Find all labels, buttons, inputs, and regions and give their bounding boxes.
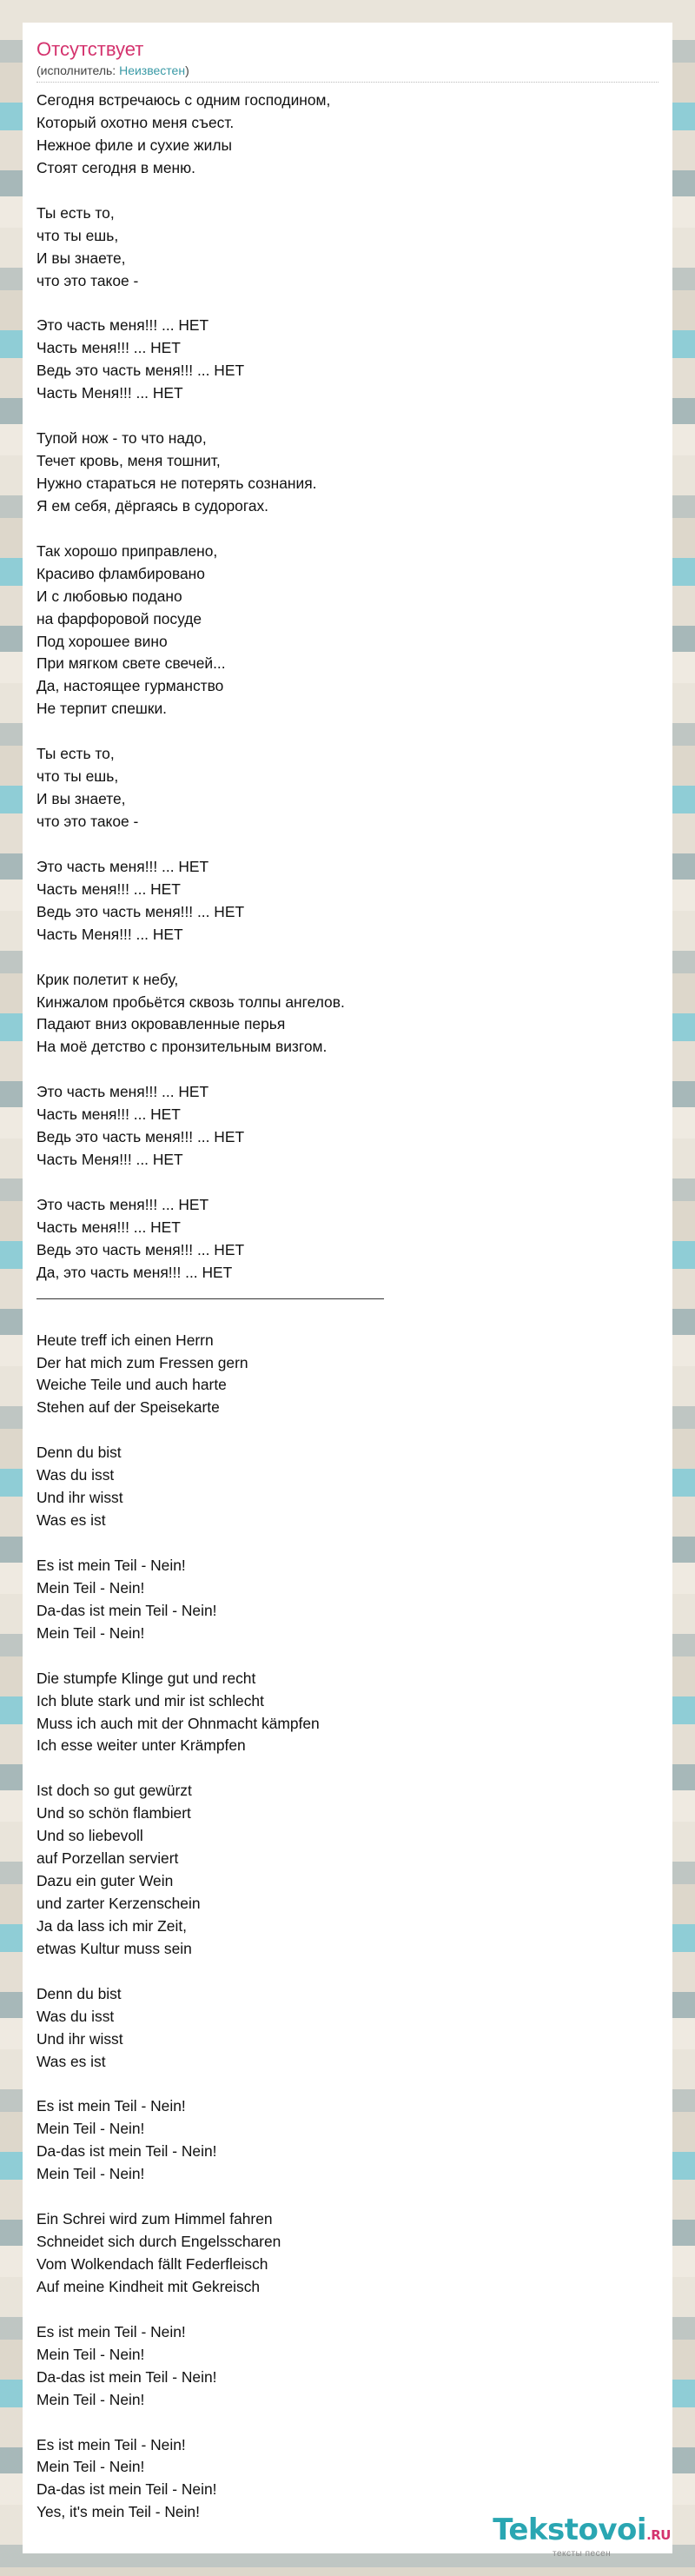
stanza-gap <box>36 1307 672 1330</box>
stanza-gap <box>36 720 672 743</box>
lyric-line: Ведь это часть меня!!! ... НЕТ <box>36 1240 245 1258</box>
lyric-line: И вы знаете, <box>36 790 126 808</box>
lyric-line: Und ihr wisst <box>36 1489 123 1507</box>
lyric-line: etwas Kultur muss sein <box>36 1939 192 1957</box>
stanza-gap <box>36 518 672 541</box>
lyric-line: Ведь это часть меня!!! ... НЕТ <box>36 902 245 920</box>
lyric-line: Это часть меня!!! ... НЕТ <box>36 316 209 335</box>
lyric-line: Es ist mein Teil - Nein! <box>36 2097 186 2115</box>
lyric-line: Нежное филе и сухие жилы <box>36 136 232 154</box>
lyric-line: Нужно стараться не потерять сознания. <box>36 474 317 492</box>
lyric-line: Который охотно меня съест. <box>36 113 235 131</box>
lyric-line: Красиво фламбировано <box>36 564 205 582</box>
lyric-line: Mein Teil - Nein! <box>36 2345 145 2363</box>
lyric-line: На моё детство с пронзительным визгом. <box>36 1038 328 1056</box>
lyric-line: Vom Wolkendach fällt Federfleisch <box>36 2255 268 2273</box>
lyric-line: Часть Меня!!! ... НЕТ <box>36 384 183 402</box>
lyric-line: что ты ешь, <box>36 767 119 786</box>
logo-name: Tekstovoi <box>493 2513 647 2547</box>
stanza-gap <box>36 833 672 856</box>
lyric-line: что это такое - <box>36 813 139 830</box>
lyric-line: Mein Teil - Nein! <box>36 2165 145 2183</box>
lyric-line: Stehen auf der Speisekarte <box>36 1398 220 1417</box>
logo-tld: .RU <box>646 2527 671 2543</box>
lyric-line: Denn du bist <box>36 1444 122 1462</box>
lyric-line: Was es ist <box>36 1511 106 1530</box>
lyric-line: Und so liebevoll <box>36 1827 143 1845</box>
lyric-line: Под хорошее вино <box>36 632 168 650</box>
lyric-line: Mein Teil - Nein! <box>36 1623 145 1642</box>
site-logo[interactable] <box>493 2514 671 2559</box>
stanza-gap <box>36 180 672 202</box>
lyric-line: Тупой нож - то что надо, <box>36 429 207 448</box>
stanza-gap <box>36 1645 672 1668</box>
lyric-line: Ich esse weiter unter Krämpfen <box>36 1736 246 1755</box>
lyric-line: Ein Schrei wird zum Himmel fahren <box>36 2210 273 2228</box>
stanza-gap <box>36 2299 672 2321</box>
lyric-line: Mein Teil - Nein! <box>36 2390 145 2408</box>
lyric-line: Auf meine Kindheit mit Gekreisch <box>36 2277 261 2295</box>
lyric-line: Was du isst <box>36 2007 115 2025</box>
lyrics-page <box>23 23 672 2553</box>
lyric-line: Mein Teil - Nein! <box>36 2120 145 2138</box>
lyric-line: Ich blute stark und mir ist schlecht <box>36 1691 264 1710</box>
lyric-line: Ведь это часть меня!!! ... НЕТ <box>36 1128 245 1146</box>
lyric-line: Die stumpfe Klinge gut und recht <box>36 1669 256 1687</box>
lyric-line: Часть меня!!! ... НЕТ <box>36 880 181 898</box>
lyric-line: Muss ich auch mit der Ohnmacht kämpfen <box>36 1714 320 1732</box>
lyric-line: Was du isst <box>36 1466 115 1484</box>
lyric-line: И вы знаете, <box>36 249 126 267</box>
lyric-line: Сегодня встречаюсь с одним господином, <box>36 91 331 109</box>
stanza-gap <box>36 1961 672 1983</box>
lyric-line: Denn du bist <box>36 1984 122 2002</box>
lyric-line: Часть меня!!! ... НЕТ <box>36 339 181 357</box>
lyric-line: Schneidet sich durch Engelsscharen <box>36 2233 281 2251</box>
lyric-line: что это такое - <box>36 271 139 289</box>
lyric-line: Падают вниз окровавленные перья <box>36 1015 286 1033</box>
lyric-line: Da-das ist mein Teil - Nein! <box>36 2480 217 2499</box>
lyric-line: Так хорошо приправлено, <box>36 541 218 560</box>
lyric-line: Это часть меня!!! ... НЕТ <box>36 857 209 875</box>
lyric-line: Это часть меня!!! ... НЕТ <box>36 1083 209 1101</box>
section-divider <box>36 1285 672 1307</box>
lyric-line: Yes, it's mein Teil - Nein! <box>36 2503 200 2521</box>
stanza-gap <box>36 405 672 428</box>
lyric-line: Это часть меня!!! ... НЕТ <box>36 1195 209 1213</box>
logo-tagline: тексты песен <box>553 2549 612 2559</box>
lyric-line: Не терпит спешки. <box>36 700 167 718</box>
lyric-line: Es ist mein Teil - Nein! <box>36 2322 186 2340</box>
song-title: Отсутствует <box>36 38 144 60</box>
lyric-line: Часть Меня!!! ... НЕТ <box>36 925 183 943</box>
lyric-line: Der hat mich zum Fressen gern <box>36 1353 248 1371</box>
stanza-gap <box>36 2412 672 2434</box>
lyric-line: Ты есть то, <box>36 203 115 222</box>
stanza-gap <box>36 2074 672 2096</box>
stanza-gap <box>36 2186 672 2208</box>
lyric-line: Heute treff ich einen Herrn <box>36 1331 214 1349</box>
stanza-gap <box>36 946 672 969</box>
lyric-line: auf Porzellan serviert <box>36 1849 179 1868</box>
lyric-line: Es ist mein Teil - Nein! <box>36 2435 186 2453</box>
lyric-line: Крик полетит к небу, <box>36 970 179 988</box>
lyric-line: Und so schön flambiert <box>36 1804 191 1822</box>
stanza-gap <box>36 1059 672 1081</box>
lyric-line: Da-das ist mein Teil - Nein! <box>36 2367 217 2386</box>
lyric-line: Я ем себя, дёргаясь в судорогах. <box>36 496 269 515</box>
lyric-line: Часть меня!!! ... НЕТ <box>36 1218 181 1236</box>
artist-line <box>36 63 659 83</box>
lyric-line: При мягком свете свечей... <box>36 654 226 673</box>
lyric-line: Ja da lass ich mir Zeit, <box>36 1916 187 1935</box>
lyric-line: Da-das ist mein Teil - Nein! <box>36 1601 217 1619</box>
lyric-line: Und ihr wisst <box>36 2029 123 2048</box>
lyric-line: Dazu ein guter Wein <box>36 1872 174 1890</box>
lyric-line: Mein Teil - Nein! <box>36 2458 145 2476</box>
lyric-line: Да, настоящее гурманство <box>36 677 224 695</box>
lyric-line: Часть Меня!!! ... НЕТ <box>36 1151 183 1169</box>
lyric-line: на фарфоровой посуде <box>36 609 202 627</box>
lyric-line: Da-das ist mein Teil - Nein! <box>36 2142 217 2161</box>
lyric-line: Ведь это часть меня!!! ... НЕТ <box>36 362 245 380</box>
lyric-line: Кинжалом пробьётся сквозь толпы ангелов. <box>36 993 345 1011</box>
artist-suffix: ) <box>185 63 189 77</box>
lyrics-text <box>36 90 672 2524</box>
stanza-gap <box>36 1419 672 1442</box>
lyric-line: Ist doch so gut gewürzt <box>36 1782 192 1800</box>
lyric-line: Ты есть то, <box>36 745 115 763</box>
lyric-line: Es ist mein Teil - Nein! <box>36 1556 186 1574</box>
lyric-line: Стоят сегодня в меню. <box>36 158 196 176</box>
lyric-line: Течет кровь, меня тошнит, <box>36 452 221 469</box>
lyric-line: Да, это часть меня!!! ... НЕТ <box>36 1263 233 1281</box>
stanza-gap <box>36 1172 672 1194</box>
lyric-line: und zarter Kerzenschein <box>36 1895 201 1912</box>
lyric-line: Часть меня!!! ... НЕТ <box>36 1105 181 1124</box>
stanza-gap <box>36 292 672 315</box>
lyric-line: что ты ешь, <box>36 226 119 244</box>
stanza-gap <box>36 1757 672 1780</box>
artist-prefix: (исполнитель: <box>36 63 120 77</box>
lyric-line: Was es ist <box>36 2052 106 2070</box>
lyric-line: Mein Teil - Nein! <box>36 1578 145 1597</box>
artist-link[interactable]: Неизвестен <box>119 63 186 77</box>
lyric-line: Weiche Teile und auch harte <box>36 1376 227 1394</box>
lyric-line: И с любовью подано <box>36 587 182 605</box>
stanza-gap <box>36 1532 672 1555</box>
